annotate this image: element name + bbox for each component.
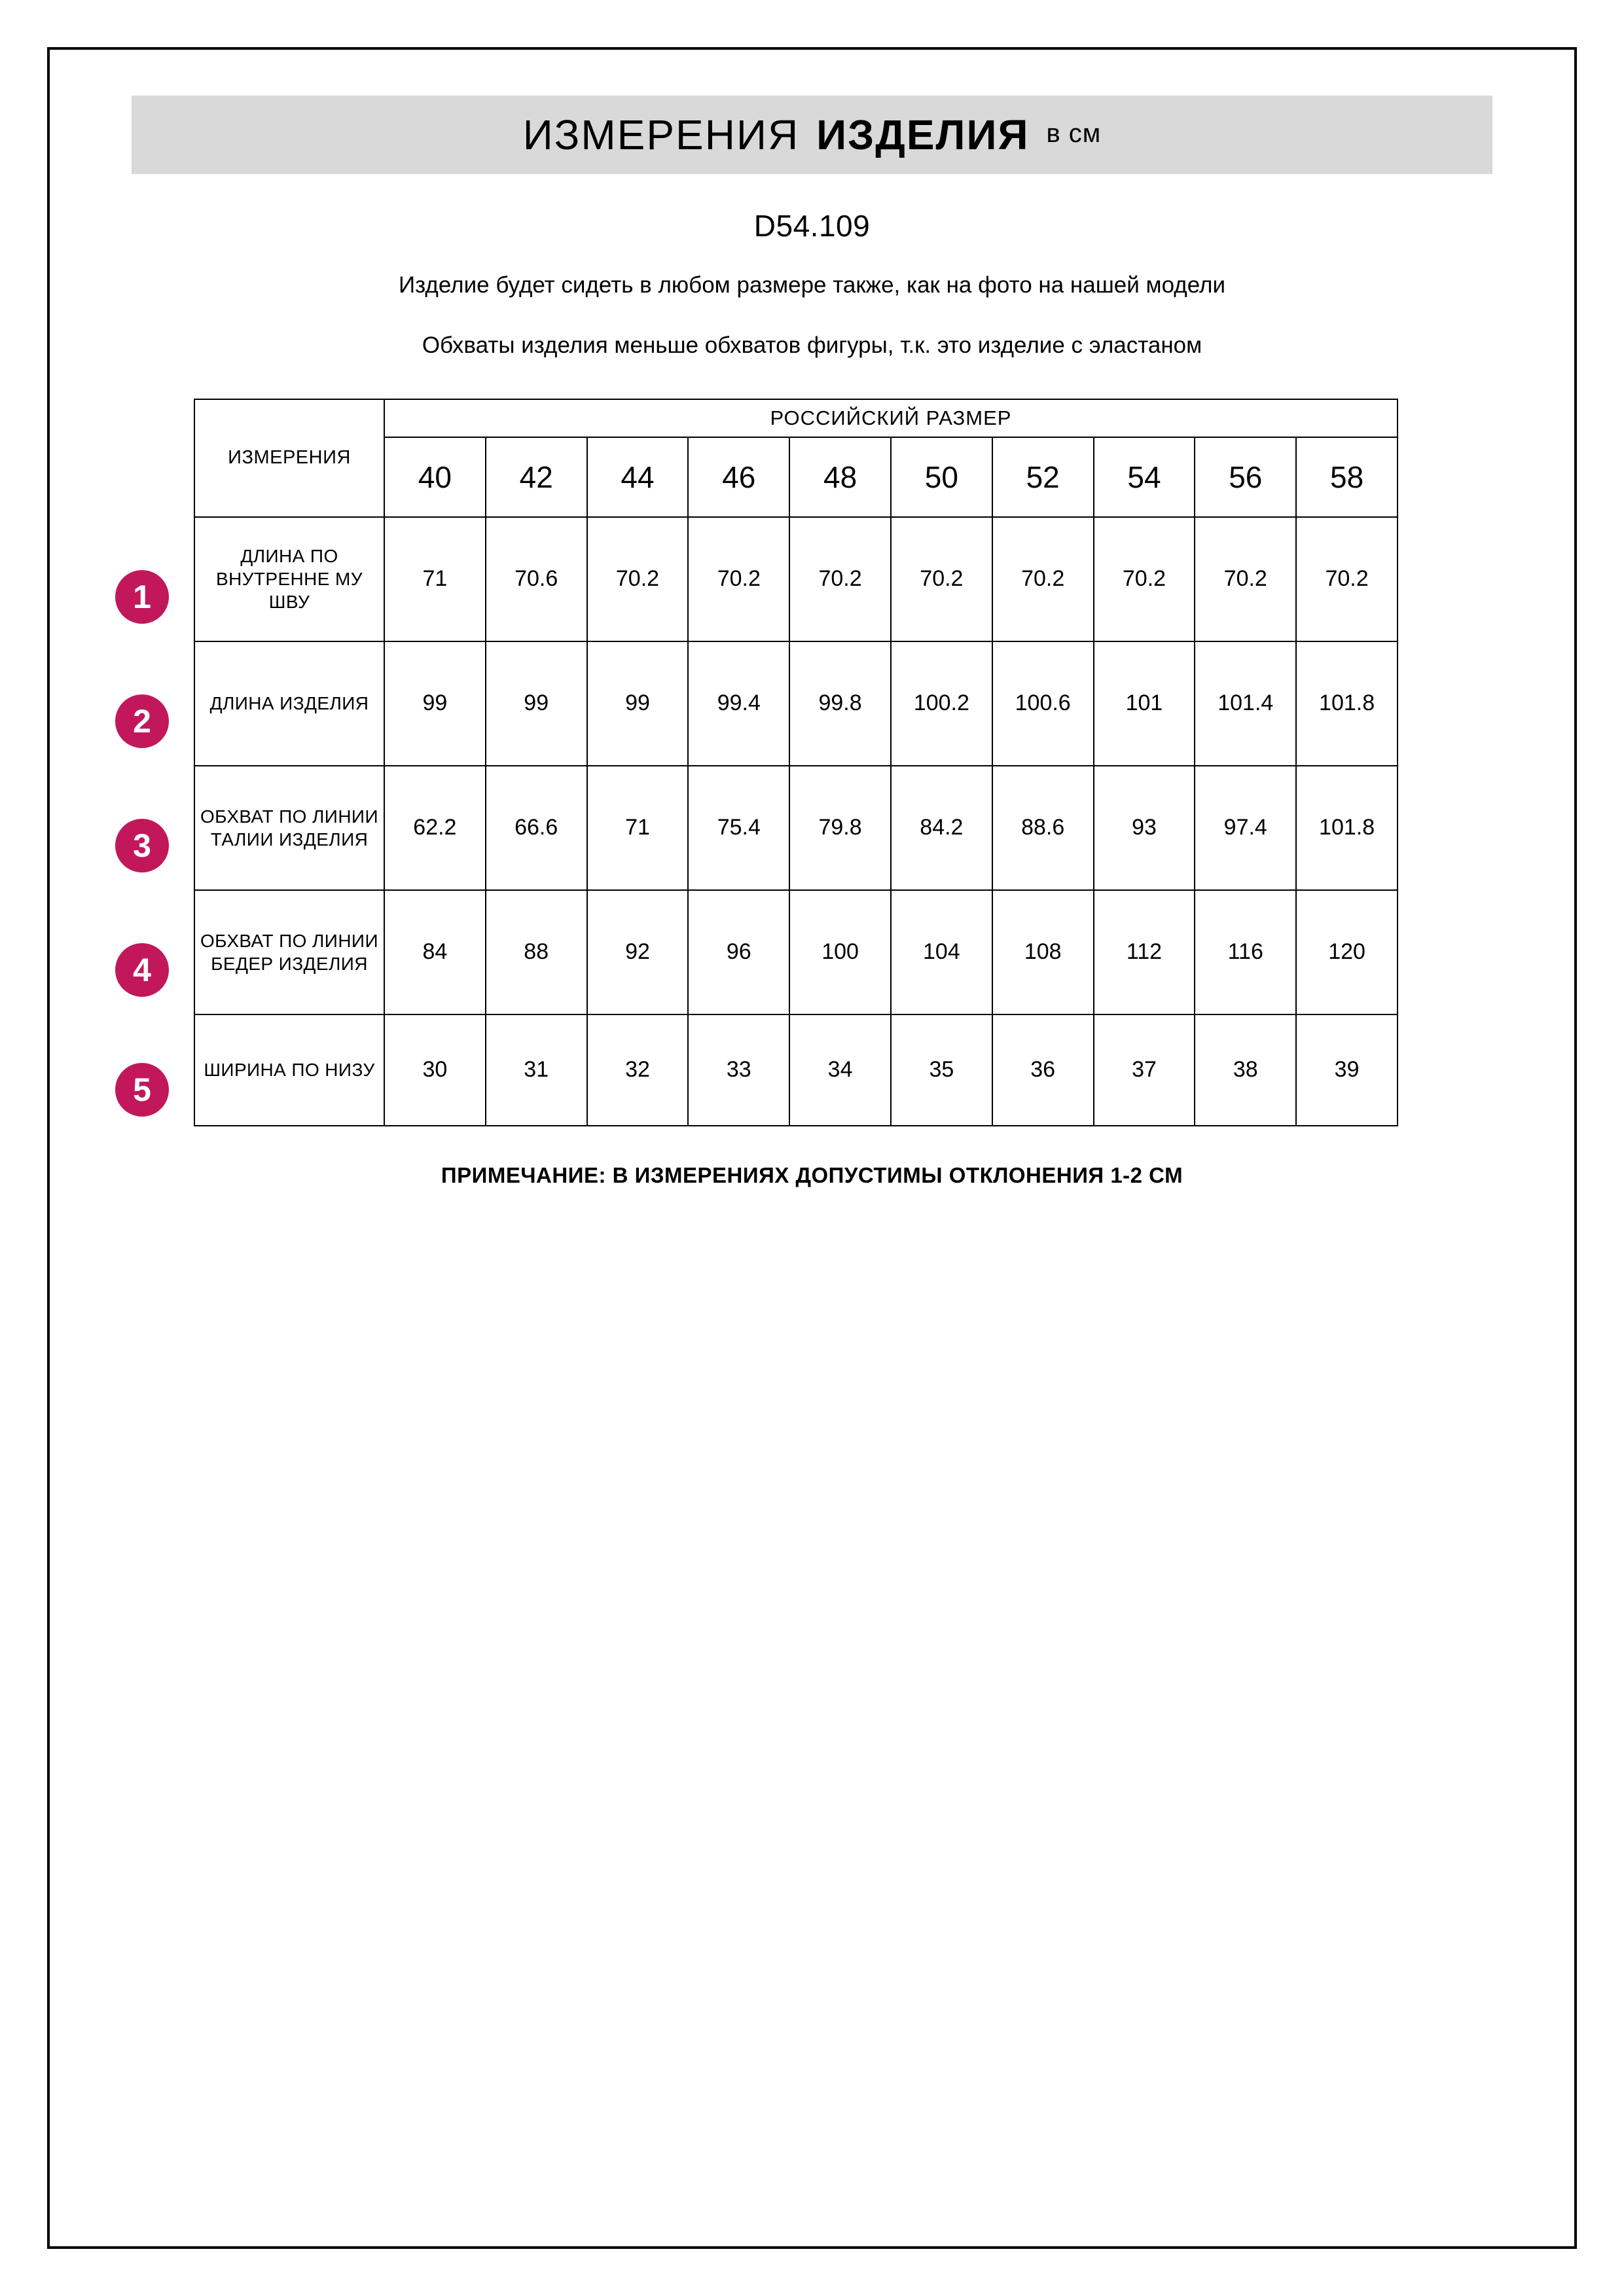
product-code: D54.109 [753,209,871,243]
cell-r3-c4: 75.4 [688,766,789,890]
measurements-table [194,399,1398,1126]
cell-r1-c5: 70.2 [789,517,891,641]
cell-r4-c6: 104 [891,890,992,1014]
cell-r1-c6: 70.2 [891,517,992,641]
row-badge-2: 2 [115,694,169,748]
cell-r1-c4: 70.2 [688,517,789,641]
size-header-40: 40 [384,437,486,517]
cell-r5-c2: 31 [486,1014,587,1126]
cell-r1-c2: 70.6 [486,517,587,641]
cell-r4-c5: 100 [789,890,891,1014]
cell-r5-c6: 35 [891,1014,992,1126]
row-badge-5: 5 [115,1063,169,1117]
cell-r3-c3: 71 [587,766,689,890]
cell-r5-c1: 30 [384,1014,486,1126]
cell-r3-c8: 93 [1094,766,1195,890]
cell-r4-c7: 108 [992,890,1094,1014]
size-group-header: РОССИЙСКИЙ РАЗМЕР [384,399,1398,437]
size-header-46: 46 [688,437,789,517]
size-header-56: 56 [1195,437,1296,517]
cell-r3-c9: 97.4 [1195,766,1296,890]
row-label-hips: ОБХВАТ ПО ЛИНИИ БЕДЕР ИЗДЕЛИЯ [194,890,384,1014]
cell-r2-c4: 99.4 [688,641,789,766]
row-badge-3: 3 [115,819,169,872]
cell-r3-c5: 79.8 [789,766,891,890]
cell-r4-c8: 112 [1094,890,1195,1014]
page-border [47,47,1577,2249]
page-content [50,50,1574,1188]
cell-r4-c10: 120 [1296,890,1398,1014]
size-header-42: 42 [486,437,587,517]
table-row [194,1014,1398,1126]
cell-r4-c9: 116 [1195,890,1296,1014]
size-header-52: 52 [992,437,1094,517]
size-header-58: 58 [1296,437,1398,517]
size-header-48: 48 [789,437,891,517]
cell-r5-c10: 39 [1296,1014,1398,1126]
cell-r2-c8: 101 [1094,641,1195,766]
size-header-50: 50 [891,437,992,517]
page-title-primary: ИЗМЕРЕНИЯ [522,111,800,158]
cell-r3-c7: 88.6 [992,766,1094,890]
cell-r1-c9: 70.2 [1195,517,1296,641]
cell-r5-c8: 37 [1094,1014,1195,1126]
size-header-54: 54 [1094,437,1195,517]
table-row [194,641,1398,766]
cell-r2-c1: 99 [384,641,486,766]
table-row [194,890,1398,1014]
cell-r3-c6: 84.2 [891,766,992,890]
cell-r2-c7: 100.6 [992,641,1094,766]
table-row [194,517,1398,641]
cell-r2-c5: 99.8 [789,641,891,766]
size-header-44: 44 [587,437,689,517]
cell-r2-c2: 99 [486,641,587,766]
fit-note: Изделие будет сидеть в любом размере также, как на фото на нашей модели [399,272,1225,298]
cell-r1-c10: 70.2 [1296,517,1398,641]
cell-r5-c9: 38 [1195,1014,1296,1126]
page-title-banner [132,96,1492,174]
cell-r5-c5: 34 [789,1014,891,1126]
cell-r1-c3: 70.2 [587,517,689,641]
cell-r4-c2: 88 [486,890,587,1014]
page-title-unit: в см [1046,118,1102,148]
cell-r2-c6: 100.2 [891,641,992,766]
cell-r4-c1: 84 [384,890,486,1014]
cell-r5-c7: 36 [992,1014,1094,1126]
cell-r3-c10: 101.8 [1296,766,1398,890]
cell-r5-c3: 32 [587,1014,689,1126]
cell-r4-c4: 96 [688,890,789,1014]
cell-r5-c4: 33 [688,1014,789,1126]
page-title-secondary: ИЗДЕЛИЯ [816,111,1030,158]
cell-r3-c2: 66.6 [486,766,587,890]
tolerance-footnote: ПРИМЕЧАНИЕ: В ИЗМЕРЕНИЯХ ДОПУСТИМЫ ОТКЛОНЕНИЯ 1-2 СМ [441,1162,1183,1187]
row-badge-4: 4 [115,943,169,997]
measurements-table-wrap [89,399,1535,1126]
cell-r2-c3: 99 [587,641,689,766]
row-label-waist: ОБХВАТ ПО ЛИНИИ ТАЛИИ ИЗДЕЛИЯ [194,766,384,890]
row-label-leg-opening: ШИРИНА ПО НИЗУ [194,1014,384,1126]
cell-r4-c3: 92 [587,890,689,1014]
table-row [194,766,1398,890]
cell-r3-c1: 62.2 [384,766,486,890]
table-header-group-row [194,399,1398,437]
elastane-note: Обхваты изделия меньше обхватов фигуры, т.к. это изделие с эластаном [422,332,1202,359]
row-label-product-length: ДЛИНА ИЗДЕЛИЯ [194,641,384,766]
cell-r1-c1: 71 [384,517,486,641]
cell-r1-c8: 70.2 [1094,517,1195,641]
measure-column-header: ИЗМЕРЕНИЯ [194,399,384,517]
cell-r2-c10: 101.8 [1296,641,1398,766]
cell-r2-c9: 101.4 [1195,641,1296,766]
row-badge-1: 1 [115,570,169,624]
row-label-inseam: ДЛИНА ПО ВНУТРЕННЕ МУ ШВУ [194,517,384,641]
cell-r1-c7: 70.2 [992,517,1094,641]
